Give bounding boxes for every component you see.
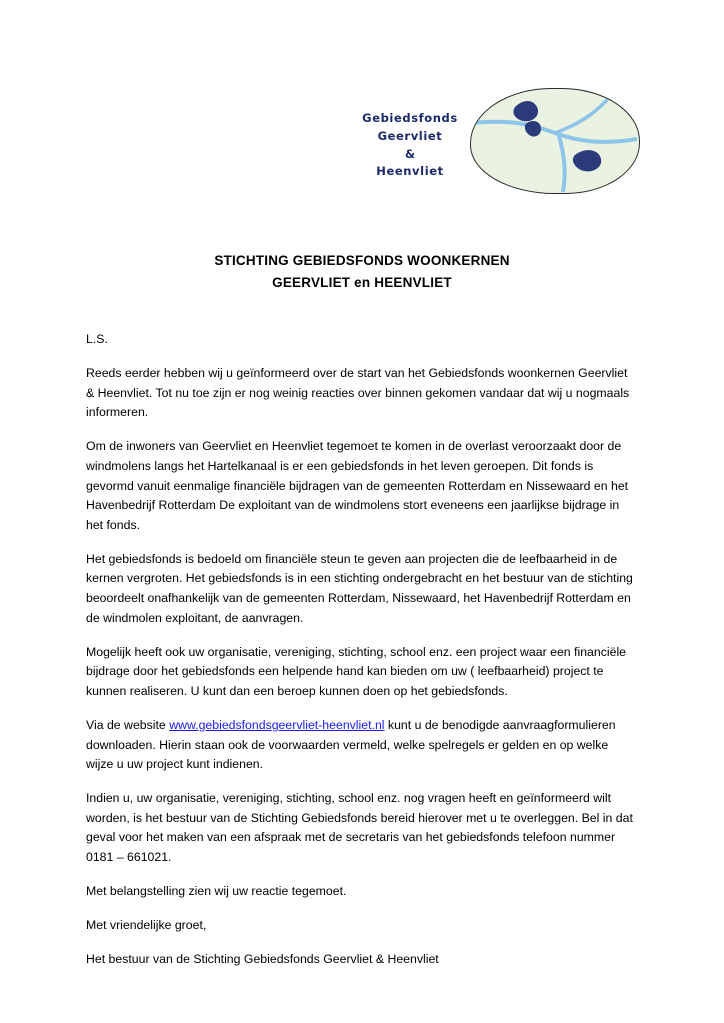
logo-line-4: Heenvliet <box>376 164 444 179</box>
closing-signature: Het bestuur van de Stichting Gebiedsfonds Geervliet & Heenvliet <box>86 952 439 967</box>
paragraph-5: Indien u, uw organisatie, vereniging, stichting, school enz. nog vragen heeft en geïnformeerd wilt worden, is het bestuur van de Stichting Gebiedsfonds bereid hierover met u te overleggen. Bel in dat geval voor het maken van een afspraak met de secretaris van het gebiedsfonds telefoon nummer 0181 – 661021. <box>86 791 633 865</box>
closing-greeting: Met vriendelijke groet, <box>86 918 207 933</box>
logo-line-1: Gebiedsfonds <box>362 111 458 125</box>
title-line-2: GEERVLIET en HEENVLIET <box>272 275 452 290</box>
logo-wordmark <box>340 110 480 181</box>
page-title <box>0 250 724 294</box>
salutation: L.S. <box>86 332 108 346</box>
paragraph-2: Om de inwoners van Geervliet en Heenvliet tegemoet te komen in de overlast veroorzaakt door de windmolens langs het Hartelkanaal is er een gebiedsfonds in het leven geroepen. Dit fonds is gevormd vanuit eenmalige financiële bijdragen van de gemeenten Rotterdam en Nissewaard en het Havenbedrijf Rotterdam De exploitant van de windmolens stort eveneens een jaarlijkse bijdrage in het fonds. <box>86 439 629 532</box>
paragraph-6: Met belangstelling zien wij uw reactie tegemoet. <box>86 884 347 899</box>
paragraph-3: Het gebiedsfonds is bedoeld om financiële steun te geven aan projecten die de leefbaarheid in de kernen vergroten. Het gebiedsfonds is in een stichting ondergebracht en het bestuur van de stichting beoordeelt onafhankelijk van de gemeenten Rotterdam, Nissewaard, het Havenbedrijf Rotterdam en de windmolen exploitant, de aanvragen. <box>86 551 633 625</box>
paragraph-website <box>86 716 638 775</box>
paragraph-1: Reeds eerder hebben wij u geïnformeerd over de start van het Gebiedsfonds woonkernen Geervliet & Heenvliet. Tot nu toe zijn er nog weinig reacties over binnen gekomen vandaar dat wij u nogmaals informeren. <box>86 366 630 420</box>
website-text-after: kunt u de benodigde aanvraagformulieren downloaden. Hierin staan ook de voorwaarden vermeld, welke spelregels er gelden en op welke wijze u uw project kunt indienen. <box>86 718 616 772</box>
letter-body <box>86 330 638 984</box>
logo-map-graphic <box>471 89 639 193</box>
website-text-before: Via de website <box>86 718 170 732</box>
island-map-logo-icon <box>470 88 640 194</box>
title-line-1: STICHTING GEBIEDSFONDS WOONKERNEN <box>214 253 510 268</box>
logo-block <box>340 88 640 198</box>
website-link[interactable]: www.gebiedsfondsgeervliet-heenvliet.nl <box>169 718 385 732</box>
logo-line-3: & <box>404 146 416 161</box>
logo-line-2: Geervliet <box>377 128 443 143</box>
paragraph-4: Mogelijk heeft ook uw organisatie, vereniging, stichting, school enz. een project waar een financiële bijdrage door het gebiedsfonds een helpende hand kan bieden om uw ( leefbaarheid) project te kunnen realiseren. U kunt dan een beroep kunnen doen op het gebiedsfonds. <box>86 644 627 698</box>
